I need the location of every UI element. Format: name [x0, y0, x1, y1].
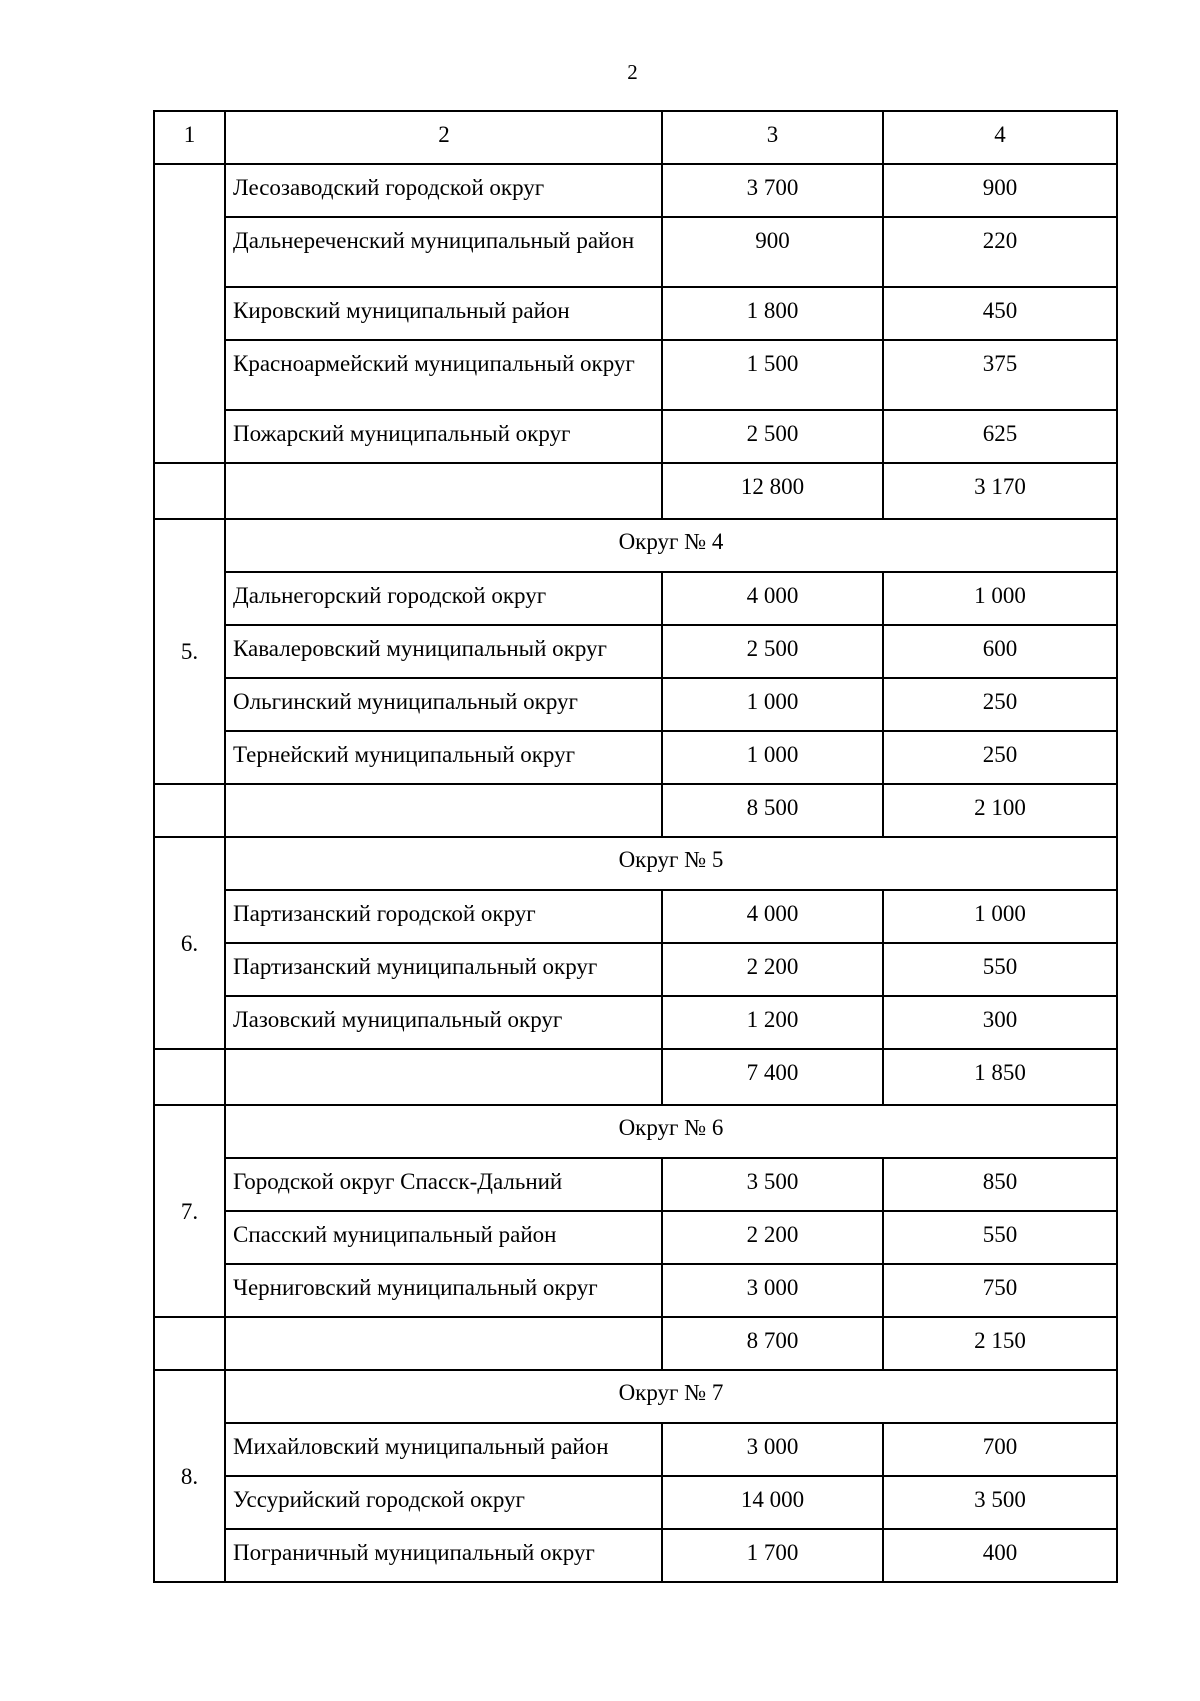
- row-col3: 1 800: [662, 287, 883, 340]
- row-name: Партизанский городской округ: [225, 890, 662, 943]
- row-name: Спасский муниципальный район: [225, 1211, 662, 1264]
- table-row: [154, 164, 1117, 217]
- row-name: Пожарский муниципальный округ: [225, 410, 662, 463]
- row-name: Уссурийский городской округ: [225, 1476, 662, 1529]
- row-col4: 625: [883, 410, 1117, 463]
- total-row: [154, 1049, 1117, 1105]
- row-col4: 1 000: [883, 572, 1117, 625]
- row-col4: 300: [883, 996, 1117, 1049]
- row-name: Михайловский муниципальный район: [225, 1423, 662, 1476]
- row-col3: 1 700: [662, 1529, 883, 1582]
- table-row: [154, 217, 1117, 287]
- group-number: 6.: [154, 837, 225, 1049]
- total-row: [154, 1317, 1117, 1370]
- table-row: [154, 1158, 1117, 1211]
- table-row: [154, 625, 1117, 678]
- row-name: Кавалеровский муниципальный округ: [225, 625, 662, 678]
- row-col4: 375: [883, 340, 1117, 410]
- row-col4: 450: [883, 287, 1117, 340]
- group-number: 7.: [154, 1105, 225, 1317]
- row-col3: 2 500: [662, 625, 883, 678]
- row-col3: 1 500: [662, 340, 883, 410]
- district-title: Округ № 7: [225, 1370, 1117, 1423]
- district-row: [154, 837, 1117, 890]
- total-number-cell: [154, 784, 225, 837]
- table-row: [154, 1476, 1117, 1529]
- district-row: [154, 1370, 1117, 1423]
- row-col3: 3 000: [662, 1423, 883, 1476]
- row-name: Красноармейский муниципальный округ: [225, 340, 662, 410]
- table-row: [154, 678, 1117, 731]
- district-title: Округ № 6: [225, 1105, 1117, 1158]
- table-row: [154, 996, 1117, 1049]
- row-col4: 250: [883, 731, 1117, 784]
- row-col3: 2 500: [662, 410, 883, 463]
- total-col4: 2 100: [883, 784, 1117, 837]
- header-col-3: 3: [662, 111, 883, 164]
- row-col4: 1 000: [883, 890, 1117, 943]
- row-col3: 1 000: [662, 678, 883, 731]
- group-number: 5.: [154, 519, 225, 784]
- table-row: [154, 1423, 1117, 1476]
- row-name: Лазовский муниципальный округ: [225, 996, 662, 1049]
- header-col-1: 1: [154, 111, 225, 164]
- row-col4: 550: [883, 943, 1117, 996]
- total-number-cell: [154, 1317, 225, 1370]
- total-col3: 12 800: [662, 463, 883, 519]
- row-col4: 850: [883, 1158, 1117, 1211]
- row-name: Кировский муниципальный район: [225, 287, 662, 340]
- total-number-cell: [154, 463, 225, 519]
- row-col4: 750: [883, 1264, 1117, 1317]
- header-col-2: 2: [225, 111, 662, 164]
- row-col4: 600: [883, 625, 1117, 678]
- row-name: Черниговский муниципальный округ: [225, 1264, 662, 1317]
- total-row: [154, 784, 1117, 837]
- row-name: Тернейский муниципальный округ: [225, 731, 662, 784]
- table-row: [154, 731, 1117, 784]
- total-label-cell: [225, 1049, 662, 1105]
- group-number: 8.: [154, 1370, 225, 1582]
- allocation-table: [153, 110, 1118, 1583]
- header-col-4: 4: [883, 111, 1117, 164]
- row-col4: 700: [883, 1423, 1117, 1476]
- row-col4: 900: [883, 164, 1117, 217]
- row-col3: 3 500: [662, 1158, 883, 1211]
- row-col4: 550: [883, 1211, 1117, 1264]
- table-row: [154, 890, 1117, 943]
- row-number-cell: [154, 164, 225, 463]
- row-col3: 3 700: [662, 164, 883, 217]
- total-row: [154, 463, 1117, 519]
- table-row: [154, 1264, 1117, 1317]
- row-col3: 1 200: [662, 996, 883, 1049]
- header-row: [154, 111, 1117, 164]
- row-col3: 4 000: [662, 572, 883, 625]
- table-row: [154, 572, 1117, 625]
- total-col3: 8 700: [662, 1317, 883, 1370]
- row-name: Пограничный муниципальный округ: [225, 1529, 662, 1582]
- row-col3: 2 200: [662, 943, 883, 996]
- total-col4: 1 850: [883, 1049, 1117, 1105]
- table-row: [154, 1529, 1117, 1582]
- district-row: [154, 519, 1117, 572]
- district-title: Округ № 4: [225, 519, 1117, 572]
- total-label-cell: [225, 784, 662, 837]
- total-col4: 2 150: [883, 1317, 1117, 1370]
- row-col4: 3 500: [883, 1476, 1117, 1529]
- page-number: 2: [627, 60, 638, 84]
- row-name: Партизанский муниципальный округ: [225, 943, 662, 996]
- total-number-cell: [154, 1049, 225, 1105]
- row-col3: 4 000: [662, 890, 883, 943]
- row-col4: 400: [883, 1529, 1117, 1582]
- row-col3: 3 000: [662, 1264, 883, 1317]
- district-title: Округ № 5: [225, 837, 1117, 890]
- row-name: Городской округ Спасск-Дальний: [225, 1158, 662, 1211]
- row-col3: 1 000: [662, 731, 883, 784]
- table-row: [154, 340, 1117, 410]
- district-row: [154, 1105, 1117, 1158]
- row-col4: 250: [883, 678, 1117, 731]
- row-name: Дальнереченский муниципальный район: [225, 217, 662, 287]
- total-col4: 3 170: [883, 463, 1117, 519]
- table-row: [154, 287, 1117, 340]
- row-name: Лесозаводский городской округ: [225, 164, 662, 217]
- total-label-cell: [225, 1317, 662, 1370]
- row-col3: 900: [662, 217, 883, 287]
- row-col4: 220: [883, 217, 1117, 287]
- total-col3: 7 400: [662, 1049, 883, 1105]
- table-row: [154, 943, 1117, 996]
- table-row: [154, 1211, 1117, 1264]
- row-col3: 2 200: [662, 1211, 883, 1264]
- row-name: Ольгинский муниципальный округ: [225, 678, 662, 731]
- row-name: Дальнегорский городской округ: [225, 572, 662, 625]
- row-col3: 14 000: [662, 1476, 883, 1529]
- total-label-cell: [225, 463, 662, 519]
- table-row: [154, 410, 1117, 463]
- total-col3: 8 500: [662, 784, 883, 837]
